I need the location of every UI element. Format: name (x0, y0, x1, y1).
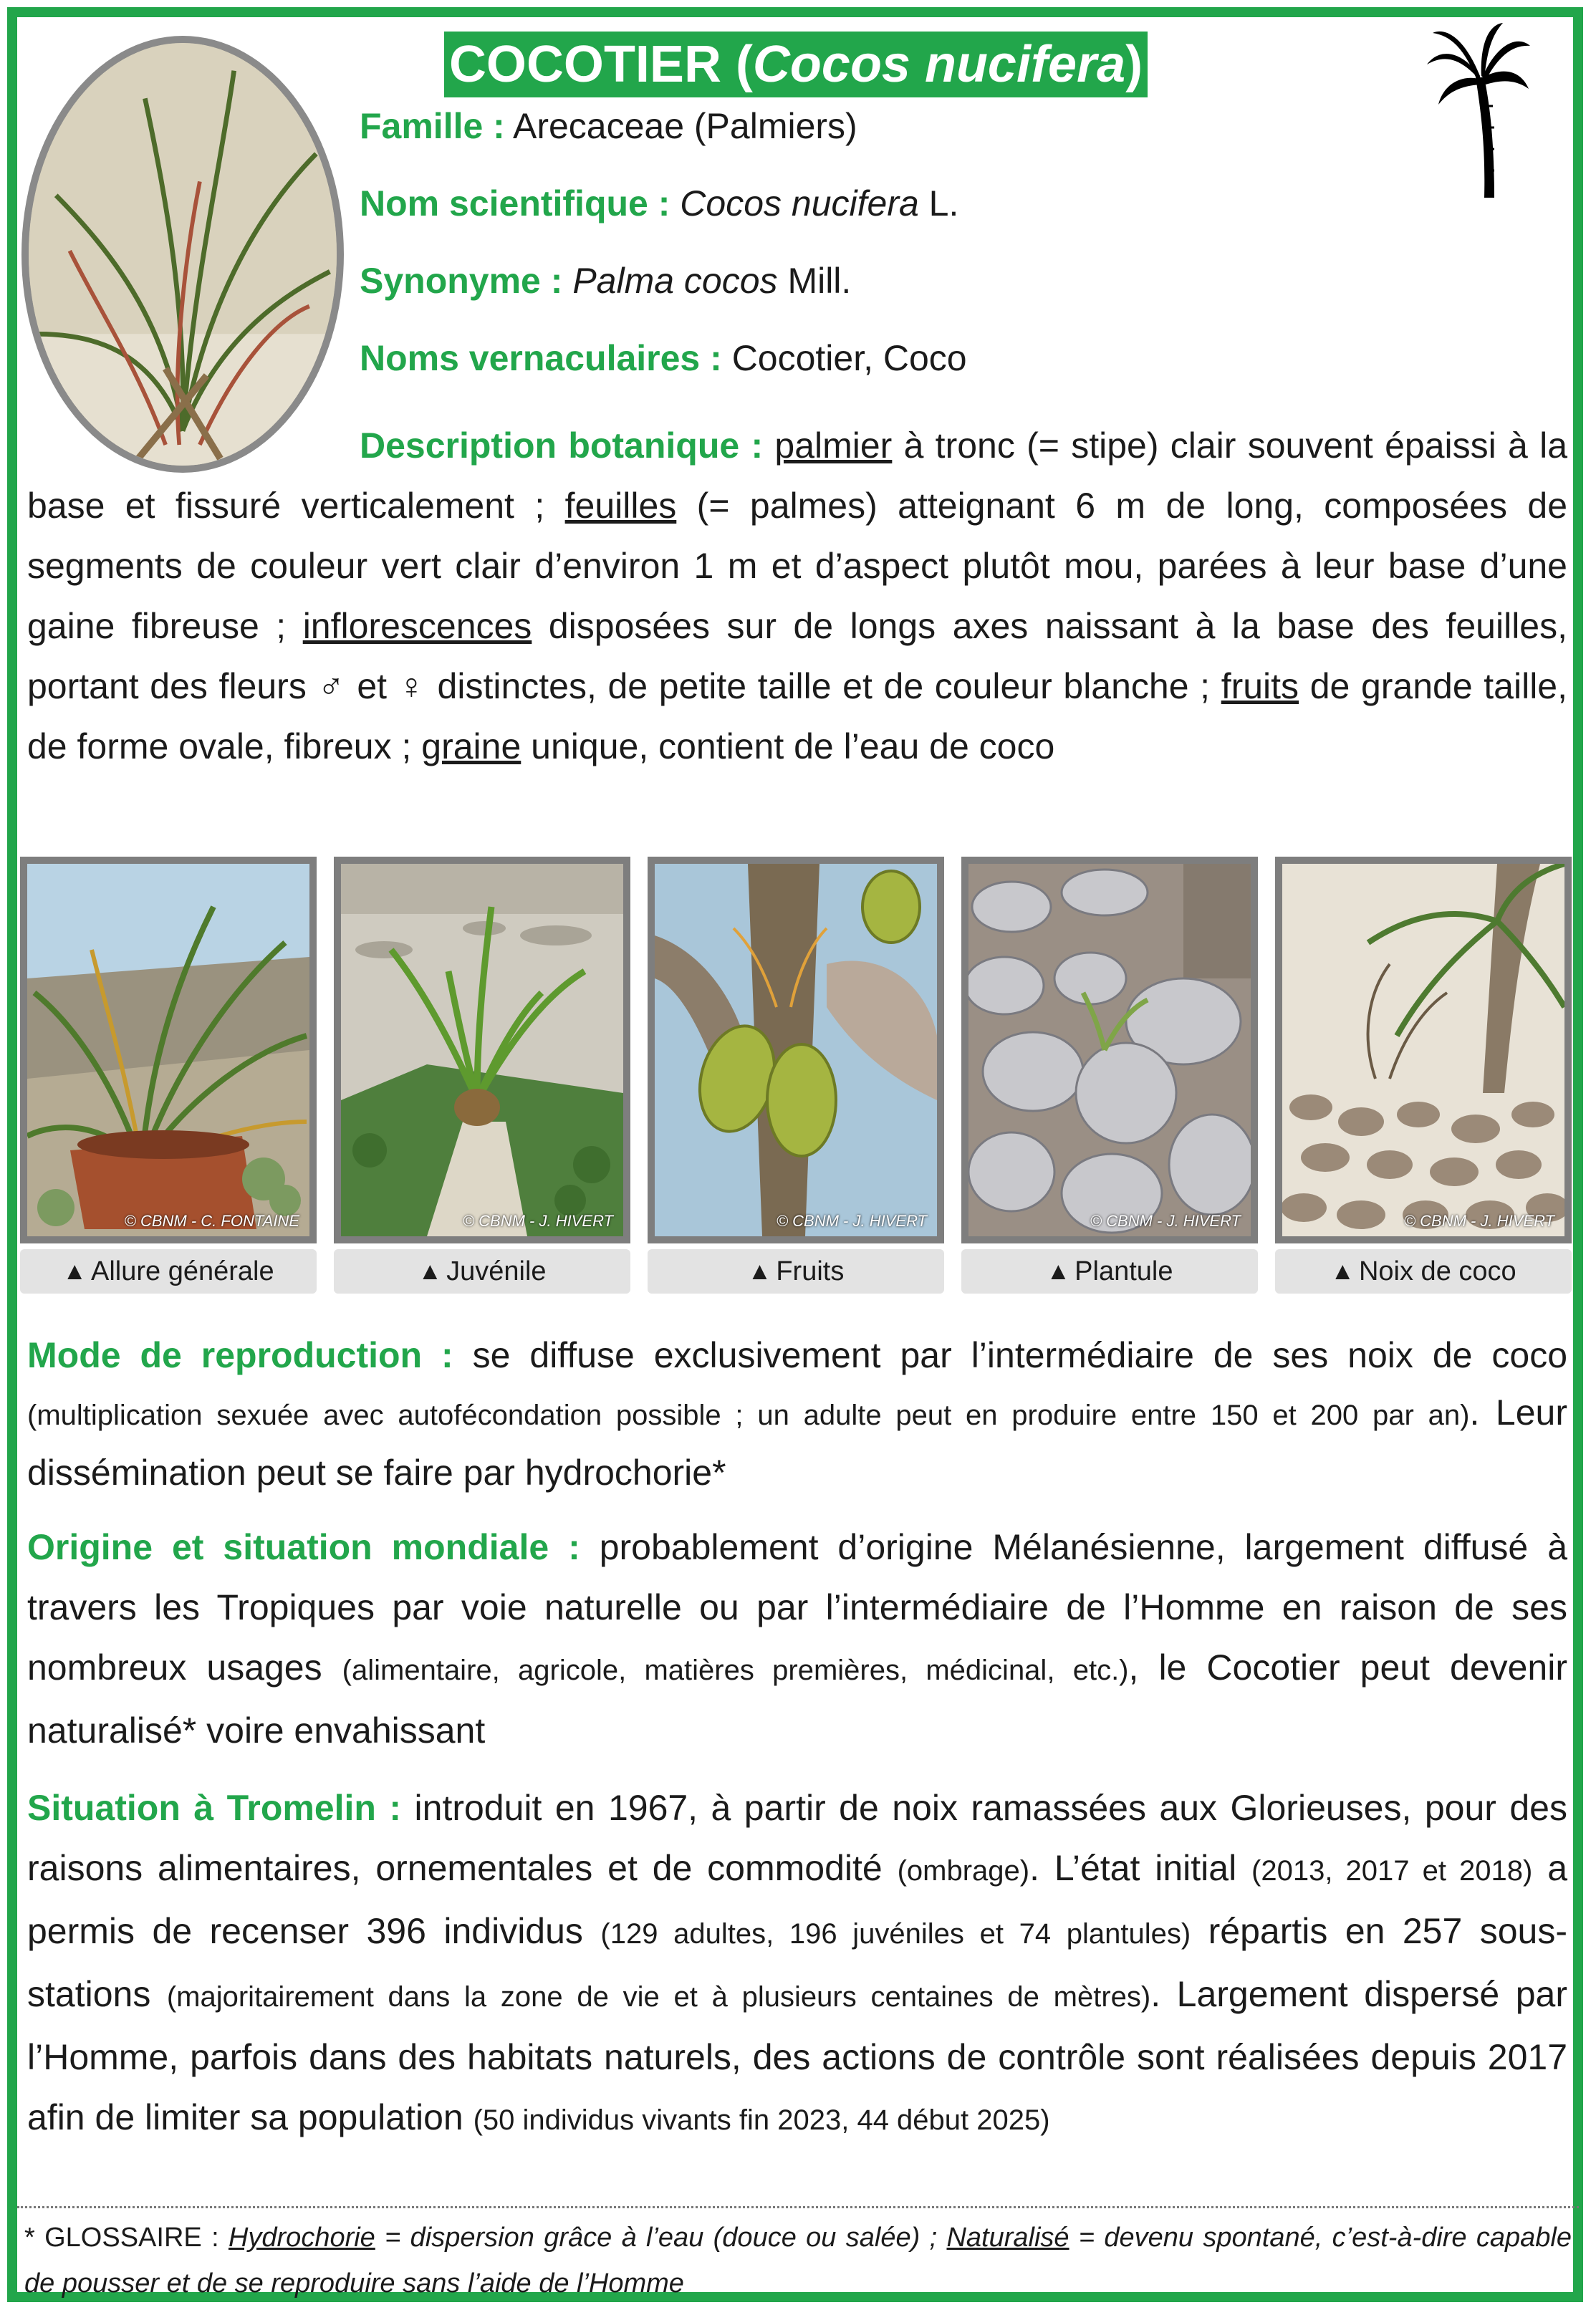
title-suffix: ) (1125, 36, 1143, 93)
description-text-1: à tronc (= stipe) clair souvent épaissi à la base et fissuré verticalement ; (27, 425, 1567, 526)
caption-juvenile (334, 1249, 630, 1294)
photo-plantule (961, 857, 1258, 1243)
origine-text-2: , le Cocotier peut devenir naturalisé* voire envahissant (27, 1647, 1567, 1751)
origine-label: Origine et situation mondiale : (27, 1527, 580, 1567)
photo-credit: © CBNM - J. HIVERT (462, 1212, 613, 1230)
triangle-up-icon: ▲ (62, 1257, 87, 1285)
tromelin-text-2: . L’état initial (1029, 1848, 1252, 1888)
glossary-term-hydrochorie: Hydrochorie (228, 2223, 375, 2253)
tromelin-note-2: (2013, 2017 et 2018) (1251, 1855, 1533, 1887)
synonyme-label: Synonyme : (360, 261, 563, 301)
title-prefix: COCOTIER ( (448, 36, 753, 93)
caption-allure-generale (20, 1249, 317, 1294)
caption-text: Juvénile (446, 1256, 547, 1286)
glossary-def-hydrochorie: = dispersion grâce à l’eau (douce ou salée) ; (375, 2223, 947, 2253)
description-term-fruits: fruits (1221, 666, 1299, 706)
origine-text-1: probablement d’origine Mélanésienne, largement diffusé à travers les Tropiques par voie naturelle ou par l’intermédiaire de l’Homme en raison de ses nombreux usages (27, 1527, 1567, 1688)
photo-fruits (648, 857, 944, 1243)
famille-label: Famille : (360, 106, 505, 146)
origine-note: (alimentaire, agricole, matières premières, médicinal, etc.) (342, 1655, 1129, 1686)
photo-noix-de-coco (1275, 857, 1572, 1243)
triangle-up-icon: ▲ (1330, 1257, 1355, 1285)
glossary-prefix: * GLOSSAIRE : (24, 2223, 229, 2253)
nom-scientifique-author: L. (918, 183, 959, 223)
description-text-2: (= palmes) atteignant 6 m de long, composées de segments de couleur vert clair d’environ 1 m et d’aspect plutôt mou, parées à leur base d’une gaine fibreuse ; (27, 486, 1568, 646)
photo-credit: © CBNM - C. FONTAINE (124, 1212, 299, 1230)
description-paragraph (27, 415, 1567, 776)
triangle-up-icon: ▲ (418, 1257, 443, 1285)
triangle-up-icon: ▲ (747, 1257, 772, 1285)
caption-text: Noix de coco (1358, 1256, 1516, 1286)
photo-juvenile (334, 857, 630, 1243)
tromelin-note-3: (129 adultes, 196 juvéniles et 74 plantules) (600, 1918, 1191, 1950)
reproduction-text-2: . Leur dissémination peut se faire par hydrochorie* (27, 1392, 1568, 1493)
title-scientific: Cocos nucifera (752, 36, 1126, 93)
synonyme-italic: Palma cocos (572, 261, 778, 301)
origine-paragraph (27, 1517, 1567, 1761)
description-text-4: de grande taille, de forme ovale, fibreux ; (27, 666, 1567, 766)
nom-scientifique-italic: Cocos nucifera (680, 183, 919, 223)
caption-text: Fruits (776, 1256, 845, 1286)
famille-line (360, 105, 857, 148)
photo-allure-generale (20, 857, 317, 1243)
caption-fruits (648, 1249, 944, 1294)
photo-credit: © CBNM - J. HIVERT (1090, 1212, 1241, 1230)
noms-vernaculaires-line (360, 337, 967, 380)
description-term-graine: graine (421, 726, 521, 766)
description-text-3: disposées sur de longs axes naissant à la base des feuilles, portant des fleurs ♂ et ♀ distinctes, de petite taille et de couleur blanche ; (27, 606, 1567, 706)
nom-scientifique-label: Nom scientifique : (360, 183, 670, 223)
caption-text: Allure générale (91, 1256, 274, 1286)
description-text-5: unique, contient de l’eau de coco (521, 726, 1055, 766)
noms-vernaculaires-label: Noms vernaculaires : (360, 338, 722, 378)
description-term-inflorescences: inflorescences (302, 606, 532, 646)
triangle-up-icon: ▲ (1046, 1257, 1071, 1285)
synonyme-line (360, 259, 851, 302)
caption-plantule (961, 1249, 1258, 1294)
caption-noix-de-coco (1275, 1249, 1572, 1294)
main-photo (21, 36, 344, 473)
tromelin-text-3: a permis de recenser 396 individus (27, 1848, 1568, 1951)
tromelin-text-4: répartis en 257 sous-stations (27, 1911, 1568, 2014)
caption-text: Plantule (1075, 1256, 1173, 1286)
tromelin-note-4: (majoritairement dans la zone de vie et à plusieurs centaines de mètres) (166, 1981, 1151, 2013)
glossary (24, 2215, 1572, 2306)
description-term-palmier: palmier (774, 425, 893, 466)
palm-tree-icon (1424, 20, 1532, 199)
description-term-feuilles: feuilles (564, 486, 677, 526)
page-title (444, 32, 1148, 97)
nom-scientifique-line (360, 182, 958, 225)
tromelin-paragraph (27, 1778, 1567, 2150)
famille-value: Arecaceae (Palmiers) (504, 106, 857, 146)
tromelin-label: Situation à Tromelin : (27, 1788, 402, 1828)
tromelin-note-5: (50 individus vivants fin 2023, 44 début 2025) (473, 2104, 1050, 2136)
reproduction-paragraph (27, 1327, 1567, 1501)
glossary-divider (17, 2206, 1579, 2208)
reproduction-text-1: se diffuse exclusivement par l’intermédiaire de ses noix de coco (453, 1335, 1568, 1375)
photo-credit: © CBNM - J. HIVERT (776, 1212, 927, 1230)
tromelin-text-1: introduit en 1967, à partir de noix ramassées aux Glorieuses, pour des raisons alimentaires, ornementales et de commodité (27, 1788, 1567, 1888)
photo-credit: © CBNM - J. HIVERT (1403, 1212, 1554, 1230)
synonyme-author: Mill. (777, 261, 852, 301)
glossary-def-naturalise: = devenu spontané, c’est-à-dire capable de pousser et de se reproduire sans l’aide de l’Homme (24, 2223, 1572, 2299)
description-label: Description botanique : (360, 425, 764, 466)
noms-vernaculaires-value: Cocotier, Coco (721, 338, 967, 378)
glossary-term-naturalise: Naturalisé (946, 2223, 1069, 2253)
tromelin-note-1: (ombrage) (897, 1855, 1030, 1887)
reproduction-label: Mode de reproduction : (27, 1335, 453, 1375)
reproduction-note: (multiplication sexuée avec autofécondation possible ; un adulte peut en produire entre 150 et 200 par an) (27, 1400, 1470, 1431)
tromelin-text-5: . Largement dispersé par l’Homme, parfois dans des habitats naturels, des actions de contrôle sont réalisées depuis 2017 afin de limiter sa population (27, 1974, 1567, 2137)
